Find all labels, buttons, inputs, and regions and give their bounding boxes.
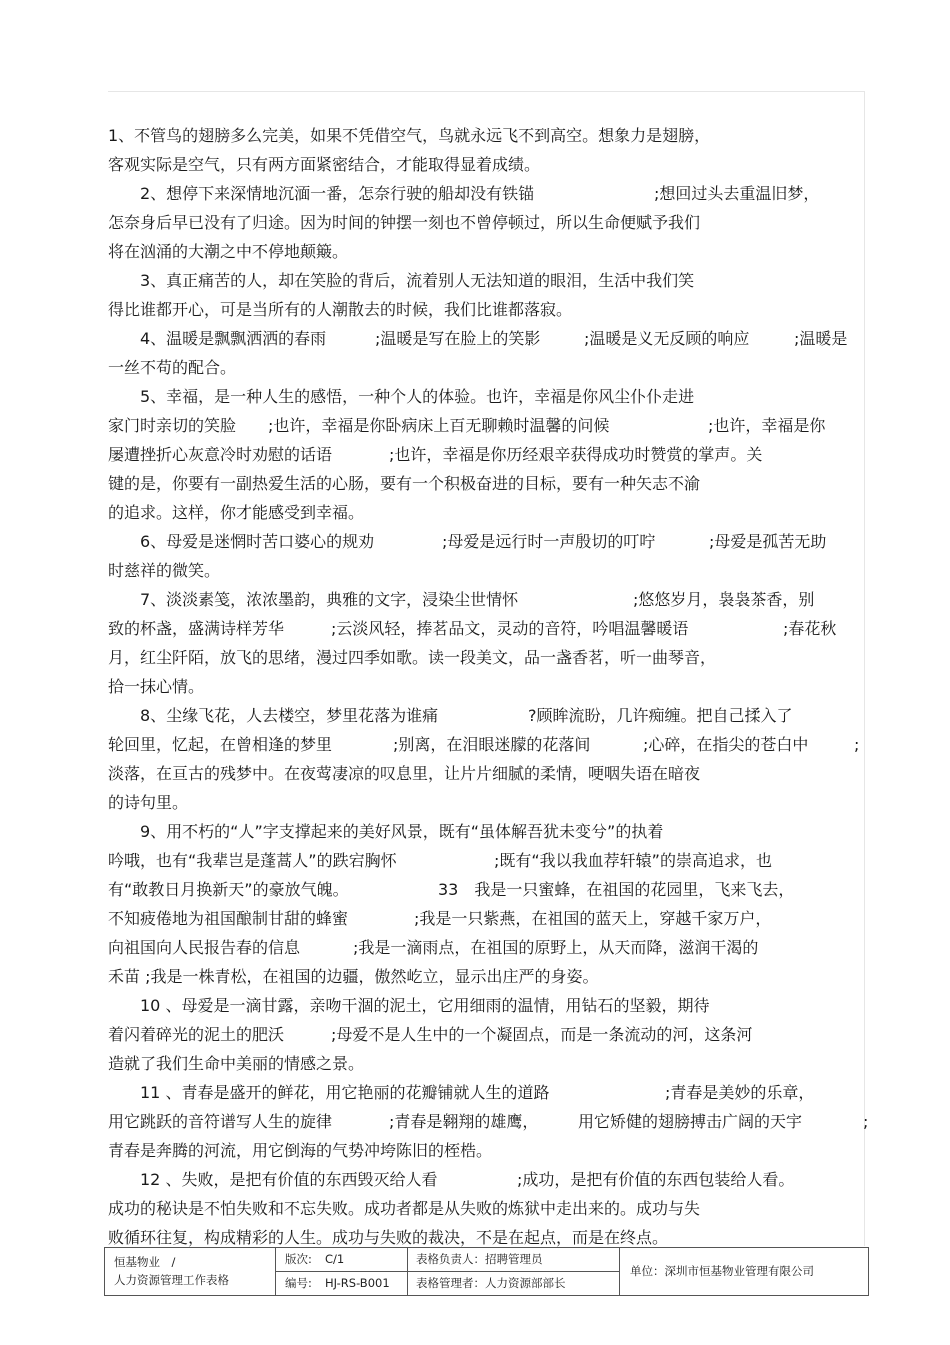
text-line: [108, 643, 874, 672]
text-segment: 成功的秘诀是不怕失败和不忘失败。成功者都是从失败的炼狱中走出来的。成功与失: [108, 1199, 701, 1218]
text-segment: 不知疲倦地为祖国酿制甘甜的蜂蜜: [108, 909, 349, 928]
text-segment: ;: [854, 735, 860, 754]
text-line: [108, 121, 874, 150]
text-segment: 3、真正痛苦的人，却在笑脸的背后，流着别人无法知道的眼泪，生活中我们笑: [108, 271, 695, 290]
text-segment: 7、淡淡素笺，浓浓墨韵，典雅的文字，浸染尘世情怀: [108, 590, 519, 609]
text-line: [108, 556, 874, 585]
text-line: [108, 1165, 874, 1194]
text-line: [108, 962, 874, 991]
text-line: [108, 1136, 874, 1165]
text-segment: 淡落，在亘古的残梦中。在夜莺凄凉的叹息里，让片片细腻的柔情，哽咽失语在暗夜: [108, 764, 701, 783]
text-segment: ;青春是翱翔的雄鹰，: [389, 1112, 539, 1131]
text-segment: 8、尘缘飞花，人去楼空，梦里花落为谁痛: [108, 706, 439, 725]
text-segment: 10 、母爱是一滴甘露，亲吻干涸的泥土，它用细雨的温情，用钻石的坚毅，期待: [108, 996, 710, 1015]
text-segment: ;我是一只紫燕，在祖国的蓝天上，穿越千家万户，: [414, 909, 772, 928]
text-segment: 用它跳跃的音符谱写人生的旋律: [108, 1112, 333, 1131]
text-line: [108, 150, 874, 179]
text-segment: 家门时亲切的笑脸: [108, 416, 237, 435]
text-segment: 1、不管鸟的翅膀多么完美，如果不凭借空气，鸟就永远飞不到高空。想象力是翅膀，: [108, 126, 711, 145]
text-segment: 屡遭挫折心灰意冷时劝慰的话语: [108, 445, 333, 464]
text-line: [108, 208, 874, 237]
text-line: [108, 1107, 874, 1136]
text-line: [108, 730, 874, 759]
text-line: [108, 817, 874, 846]
text-line: [108, 411, 874, 440]
text-segment: 将在汹涌的大潮之中不停地颠簸。: [108, 242, 349, 261]
text-segment: 2、想停下来深情地沉湎一番，怎奈行驶的船却没有铁锚: [108, 184, 535, 203]
text-segment: 致的杯盏，盛满诗样芳华: [108, 619, 285, 638]
text-line: [108, 382, 874, 411]
text-segment: 得比谁都开心，可是当所有的人潮散去的时候，我们比谁都落寂。: [108, 300, 573, 319]
text-segment: ;母爱是孤苦无助: [709, 532, 827, 551]
footer-code-value: HJ-RS-B001: [325, 1276, 390, 1290]
text-segment: 11 、青春是盛开的鲜花，用它艳丽的花瓣铺就人生的道路: [108, 1083, 550, 1102]
text-segment: ?顾眸流盼，几许痴缠。把自己揉入了: [528, 706, 793, 725]
text-line: [108, 1194, 874, 1223]
text-line: [108, 324, 874, 353]
text-line: [108, 498, 874, 527]
text-segment: ;既有“我以我血荐轩辕”的崇高追求，也: [494, 851, 772, 870]
text-segment: 的诗句里。: [108, 793, 189, 812]
footer-version-value: C/1: [325, 1252, 345, 1266]
footer-unit: 单位：深圳市恒基物业管理有限公司: [630, 1264, 814, 1278]
text-segment: 客观实际是空气，只有两方面紧密结合，才能取得显着成绩。: [108, 155, 541, 174]
text-line: [108, 440, 874, 469]
text-segment: 12 、失败，是把有价值的东西毁灭给人看: [108, 1170, 438, 1189]
page-frame-top: [108, 91, 864, 92]
text-segment: ;也许，幸福是你卧病床上百无聊赖时温馨的问候: [268, 416, 610, 435]
text-segment: ;也许，幸福是你: [708, 416, 826, 435]
footer-owner: 表格负责人：招聘管理员: [416, 1252, 543, 1266]
text-segment: ;温暖是义无反顾的响应: [584, 329, 750, 348]
text-segment: ;悠悠岁月，袅袅茶香，别: [633, 590, 815, 609]
text-segment: 4、温暖是飘飘洒洒的春雨: [108, 329, 327, 348]
text-line: [108, 1020, 874, 1049]
text-segment: ;温暖是: [794, 329, 848, 348]
text-line: [108, 1049, 874, 1078]
text-segment: ;青春是美妙的乐章，: [665, 1083, 815, 1102]
text-segment: 怎奈身后早已没有了归途。因为时间的钟摆一刻也不曾停顿过，所以生命便赋予我们: [108, 213, 701, 232]
text-segment: 青春是奔腾的河流，用它倒海的气势冲垮陈旧的桎梏。: [108, 1141, 493, 1160]
text-segment: ;母爱是远行时一声殷切的叮咛: [442, 532, 656, 551]
text-line: [108, 237, 874, 266]
text-line: [108, 701, 874, 730]
text-segment: ;别离，在泪眼迷朦的花落间: [393, 735, 591, 754]
text-segment: 键的是，你要有一副热爱生活的心肠，要有一个积极奋进的目标，要有一种矢志不渝: [108, 474, 701, 493]
document-body: [108, 121, 874, 1252]
text-line: [108, 614, 874, 643]
text-segment: 禾苗 ;我是一株青松，在祖国的边疆，傲然屹立，显示出庄严的身姿。: [108, 967, 599, 986]
text-segment: 造就了我们生命中美丽的情感之景。: [108, 1054, 365, 1073]
text-segment: 轮回里，忆起，在曾相逢的梦里: [108, 735, 333, 754]
text-segment: 着闪着碎光的泥土的肥沃: [108, 1025, 285, 1044]
text-line: [108, 759, 874, 788]
text-line: [108, 585, 874, 614]
text-segment: 一丝不苟的配合。: [108, 358, 237, 377]
text-segment: 9、用不朽的“人”字支撑起来的美好风景，既有“虽体解吾犹未变兮”的执着: [108, 822, 664, 841]
text-line: [108, 788, 874, 817]
text-segment: ;春花秋: [783, 619, 837, 638]
footer-version-label: 版次:: [285, 1252, 312, 1266]
footer-company: 恒基物业 /: [114, 1255, 176, 1269]
text-segment: 败循环往复，构成精彩的人生。成功与失败的裁决，不是在起点，而是在终点。: [108, 1228, 669, 1247]
text-line: [108, 266, 874, 295]
footer-code-label: 编号:: [285, 1276, 312, 1290]
text-segment: 的追求。这样，你才能感受到幸福。: [108, 503, 365, 522]
text-segment: ;成功，是把有价值的东西包装给人看。: [517, 1170, 795, 1189]
text-line: [108, 991, 874, 1020]
text-segment: ;: [863, 1112, 869, 1131]
text-line: [108, 527, 874, 556]
text-line: [108, 875, 874, 904]
text-segment: 有“敢教日月换新天”的豪放气魄。: [108, 880, 349, 899]
footer-manager: 表格管理者：人力资源部部长: [416, 1276, 566, 1290]
text-line: [108, 353, 874, 382]
text-line: [108, 846, 874, 875]
text-segment: ;云淡风轻，捧茗品文，灵动的音符，吟唱温馨暖语: [331, 619, 689, 638]
text-segment: 时慈祥的微笑。: [108, 561, 221, 580]
text-segment: ;我是一滴雨点，在祖国的原野上，从天而降，滋润干渴的: [353, 938, 759, 957]
text-line: [108, 904, 874, 933]
text-segment: 吟哦，也有“我辈岂是蓬蒿人”的跌宕胸怀: [108, 851, 397, 870]
text-line: [108, 933, 874, 962]
text-segment: ;温暖是写在脸上的笑影: [375, 329, 541, 348]
text-segment: ;心碎，在指尖的苍白中: [643, 735, 809, 754]
text-segment: 用它矫健的翅膀搏击广阔的天宇: [578, 1112, 803, 1131]
footer-form-name: 人力资源管理工作表格: [114, 1273, 229, 1287]
text-line: [108, 179, 874, 208]
text-line: [108, 469, 874, 498]
text-line: [108, 1078, 874, 1107]
text-segment: 33 我是一只蜜蜂，在祖国的花园里，飞来飞去，: [438, 880, 795, 899]
text-segment: 月，红尘阡陌，放飞的思绪，漫过四季如歌。读一段美文，品一盏香茗，听一曲琴音，: [108, 648, 717, 667]
footer-table: [104, 1247, 869, 1296]
text-segment: 拾一抹心情。: [108, 677, 205, 696]
text-line: [108, 295, 874, 324]
text-segment: 6、母爱是迷惘时苦口婆心的规劝: [108, 532, 375, 551]
text-segment: ;也许，幸福是你历经艰辛获得成功时赞赏的掌声。关: [389, 445, 763, 464]
text-line: [108, 672, 874, 701]
text-segment: 向祖国向人民报告春的信息: [108, 938, 301, 957]
text-segment: ;母爱不是人生中的一个凝固点，而是一条流动的河，这条河: [331, 1025, 753, 1044]
text-segment: 5、幸福，是一种人生的感悟，一种个人的体验。也许，幸福是你风尘仆仆走进: [108, 387, 695, 406]
text-segment: ;想回过头去重温旧梦，: [654, 184, 820, 203]
